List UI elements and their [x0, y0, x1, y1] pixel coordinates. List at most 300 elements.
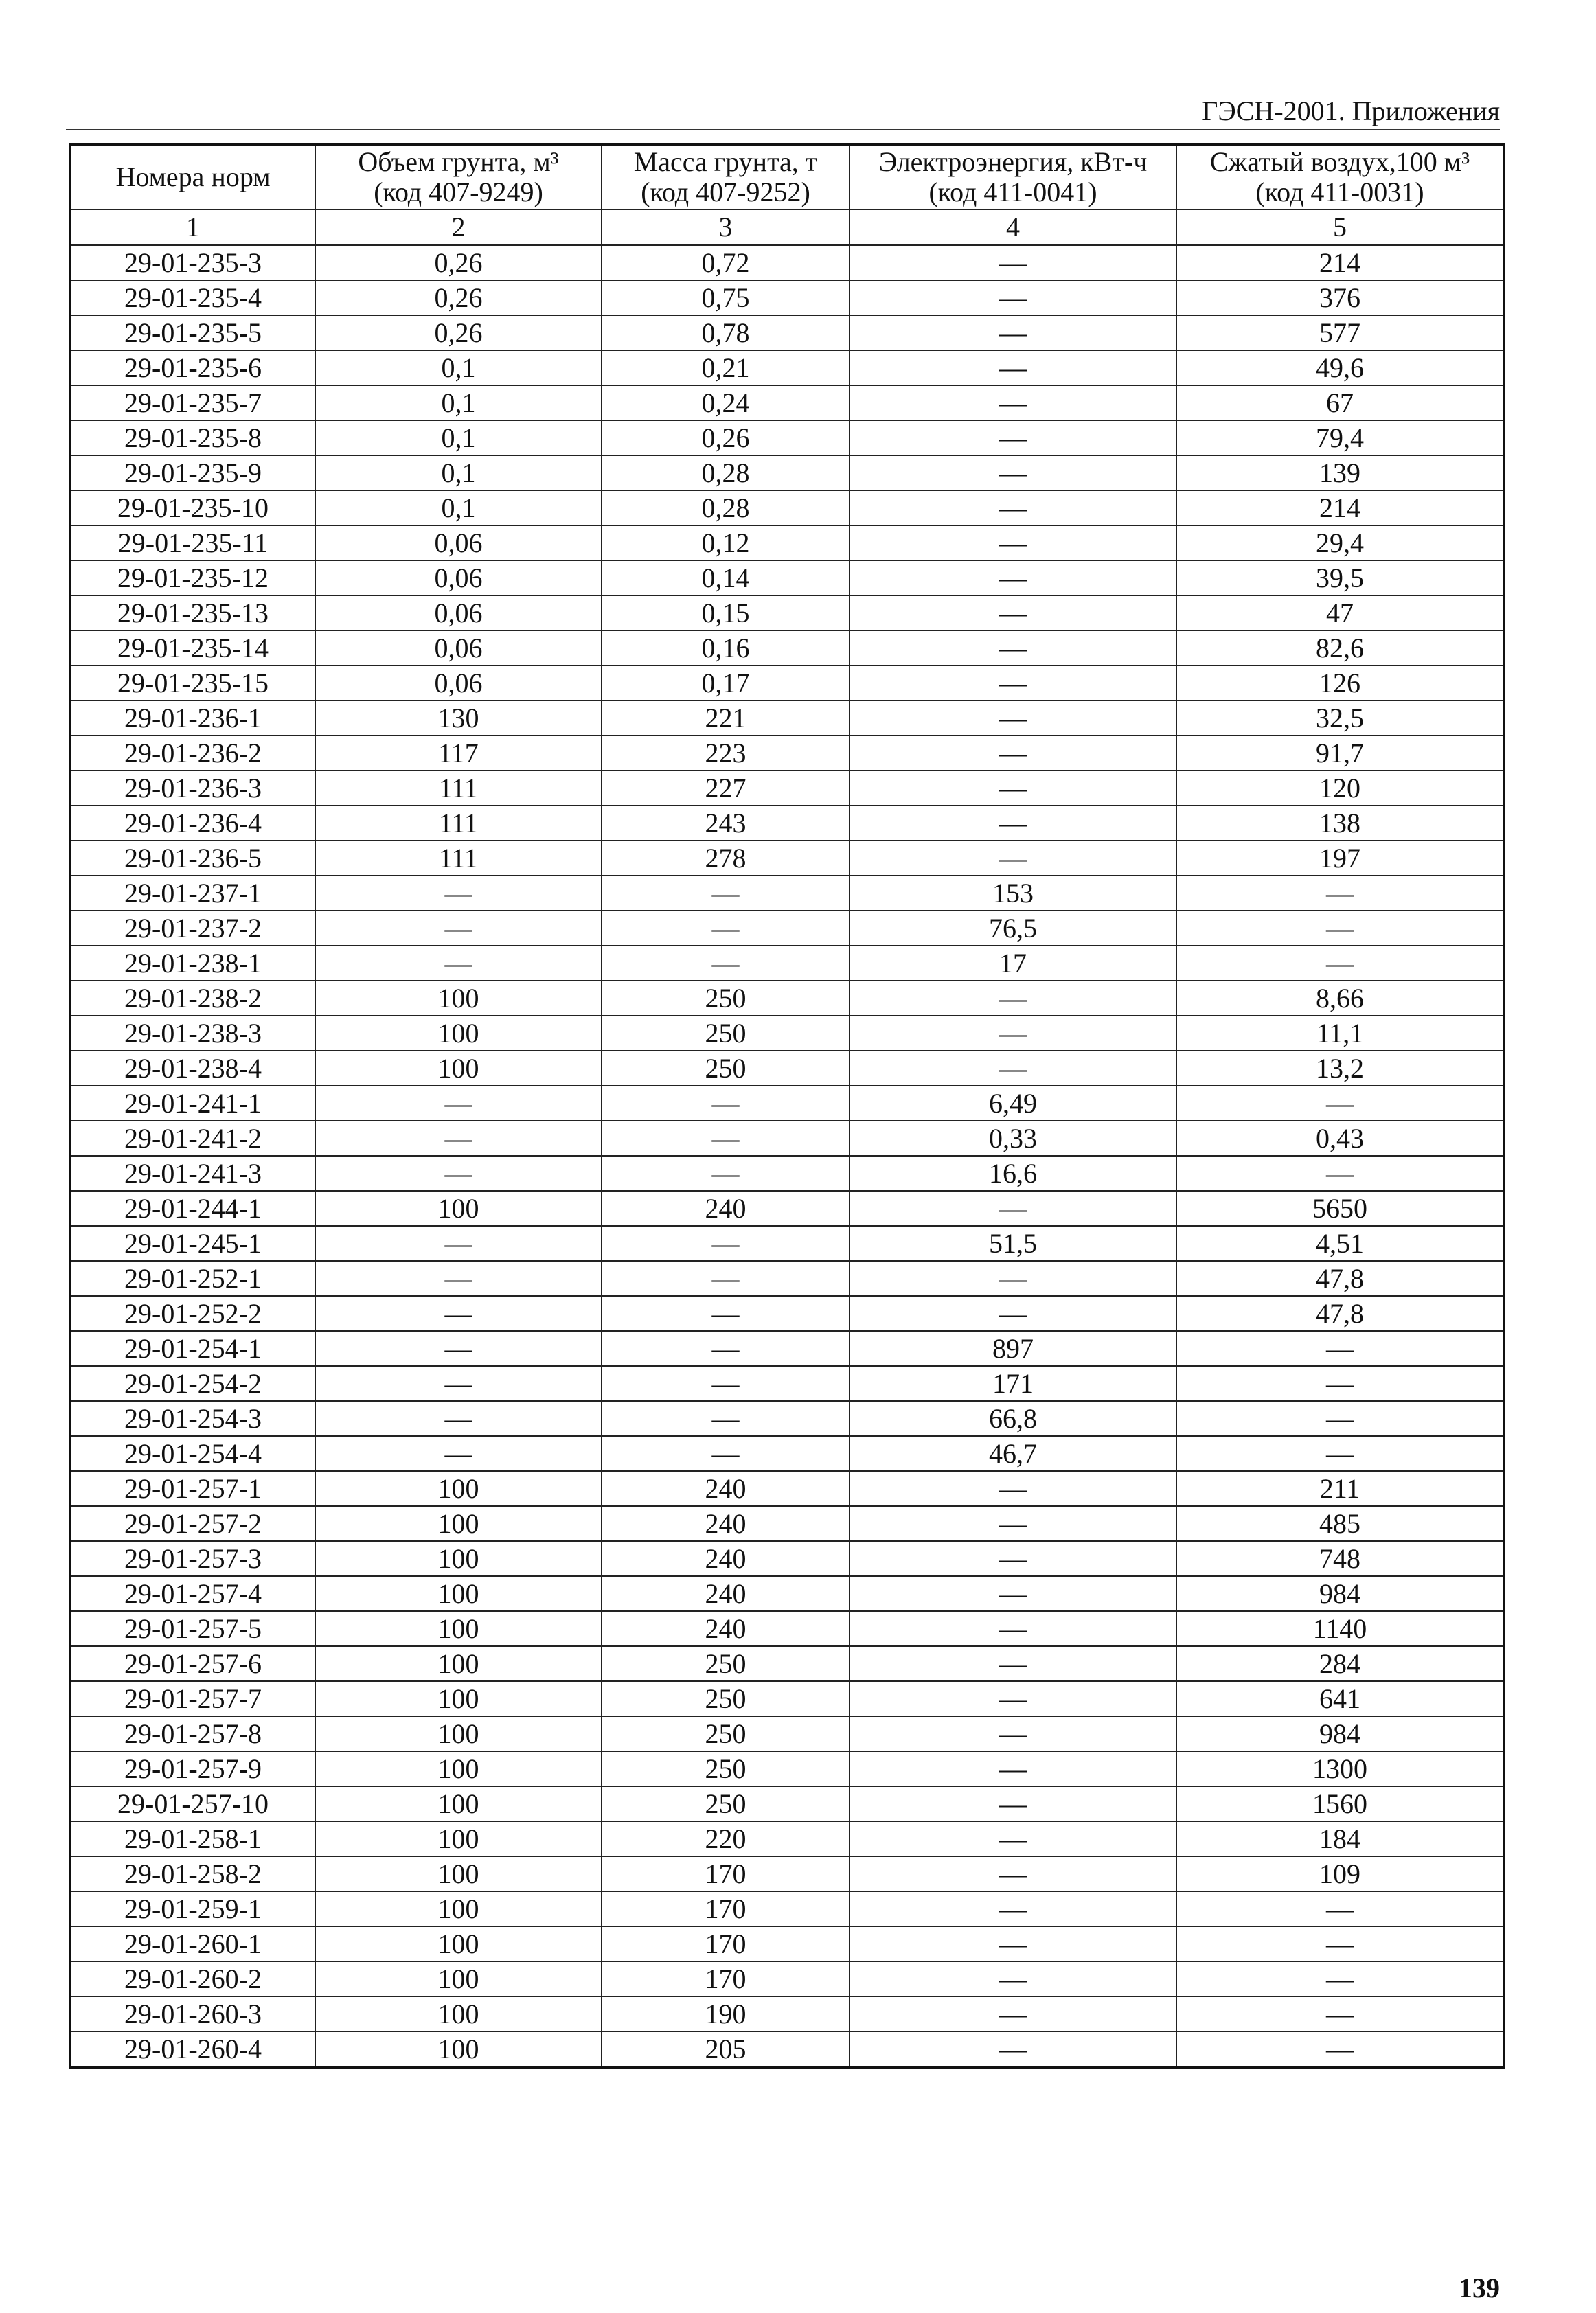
cell-soil-mass: 0,75: [602, 280, 850, 315]
cell-compressed-air: 984: [1176, 1716, 1504, 1751]
cell-electricity: —: [850, 420, 1176, 455]
cell-electricity: 51,5: [850, 1226, 1176, 1261]
cell-soil-mass: 250: [602, 1716, 850, 1751]
column-number: 5: [1176, 209, 1504, 245]
cell-compressed-air: 5650: [1176, 1191, 1504, 1226]
cell-compressed-air: 91,7: [1176, 736, 1504, 771]
cell-compressed-air: 39,5: [1176, 560, 1504, 595]
cell-soil-volume: 0,06: [315, 560, 602, 595]
table-row: [70, 1016, 1504, 1051]
table-row: [70, 665, 1504, 700]
table-row: [70, 1681, 1504, 1716]
cell-compressed-air: 485: [1176, 1506, 1504, 1541]
cell-soil-mass: 0,12: [602, 525, 850, 560]
cell-norm-number: 29-01-238-1: [70, 946, 315, 981]
cell-electricity: —: [850, 1716, 1176, 1751]
cell-norm-number: 29-01-254-2: [70, 1366, 315, 1401]
cell-soil-volume: —: [315, 1156, 602, 1191]
cell-electricity: —: [850, 981, 1176, 1016]
cell-compressed-air: —: [1176, 876, 1504, 911]
table-row: [70, 1506, 1504, 1541]
cell-compressed-air: 1140: [1176, 1611, 1504, 1646]
cell-norm-number: 29-01-257-5: [70, 1611, 315, 1646]
column-header-soil-volume: [315, 144, 602, 209]
cell-soil-volume: 0,06: [315, 595, 602, 630]
table-row: [70, 700, 1504, 736]
column-header-code: (код 411-0031): [1255, 176, 1424, 207]
cell-soil-volume: 100: [315, 1821, 602, 1856]
cell-norm-number: 29-01-235-10: [70, 490, 315, 525]
cell-electricity: —: [850, 1611, 1176, 1646]
cell-compressed-air: 120: [1176, 771, 1504, 806]
table-row: [70, 2031, 1504, 2067]
cell-compressed-air: —: [1176, 1331, 1504, 1366]
cell-electricity: —: [850, 1471, 1176, 1506]
cell-norm-number: 29-01-258-1: [70, 1821, 315, 1856]
cell-compressed-air: 376: [1176, 280, 1504, 315]
table-row: [70, 1786, 1504, 1821]
cell-soil-mass: 240: [602, 1506, 850, 1541]
cell-norm-number: 29-01-237-2: [70, 911, 315, 946]
cell-norm-number: 29-01-244-1: [70, 1191, 315, 1226]
cell-norm-number: 29-01-236-1: [70, 700, 315, 736]
table-row: [70, 280, 1504, 315]
column-header-compressed-air: [1176, 144, 1504, 209]
page-number: 139: [1459, 2272, 1500, 2303]
cell-soil-volume: 100: [315, 1996, 602, 2031]
cell-soil-volume: —: [315, 1261, 602, 1296]
cell-soil-volume: 100: [315, 1016, 602, 1051]
table-row: [70, 771, 1504, 806]
cell-electricity: —: [850, 1541, 1176, 1576]
cell-compressed-air: 984: [1176, 1576, 1504, 1611]
cell-compressed-air: 13,2: [1176, 1051, 1504, 1086]
cell-electricity: —: [850, 1926, 1176, 1961]
column-header-code: (код 407-9249): [374, 176, 543, 207]
cell-norm-number: 29-01-236-2: [70, 736, 315, 771]
cell-norm-number: 29-01-257-1: [70, 1471, 315, 1506]
norms-table: [69, 143, 1505, 2069]
table-row: [70, 630, 1504, 665]
cell-norm-number: 29-01-235-7: [70, 385, 315, 420]
cell-soil-mass: 243: [602, 806, 850, 841]
cell-soil-volume: 100: [315, 1716, 602, 1751]
table-row: [70, 981, 1504, 1016]
cell-soil-mass: 0,26: [602, 420, 850, 455]
cell-soil-mass: —: [602, 911, 850, 946]
cell-electricity: —: [850, 1016, 1176, 1051]
cell-electricity: —: [850, 1891, 1176, 1926]
cell-electricity: —: [850, 280, 1176, 315]
cell-electricity: —: [850, 1856, 1176, 1891]
cell-norm-number: 29-01-236-4: [70, 806, 315, 841]
table-row: [70, 315, 1504, 350]
column-header-title: Сжатый воздух,100 м³: [1209, 146, 1470, 177]
table-row: [70, 1296, 1504, 1331]
cell-compressed-air: 82,6: [1176, 630, 1504, 665]
column-header-title: Объем грунта, м³: [358, 146, 559, 177]
cell-norm-number: 29-01-235-6: [70, 350, 315, 385]
cell-soil-mass: 0,72: [602, 245, 850, 280]
cell-compressed-air: 214: [1176, 245, 1504, 280]
cell-compressed-air: 197: [1176, 841, 1504, 876]
table-body: [70, 245, 1504, 2067]
table-row: [70, 385, 1504, 420]
cell-compressed-air: —: [1176, 911, 1504, 946]
cell-norm-number: 29-01-235-5: [70, 315, 315, 350]
cell-norm-number: 29-01-260-1: [70, 1926, 315, 1961]
cell-compressed-air: 47,8: [1176, 1261, 1504, 1296]
cell-norm-number: 29-01-235-8: [70, 420, 315, 455]
cell-electricity: —: [850, 665, 1176, 700]
cell-soil-volume: 130: [315, 700, 602, 736]
cell-norm-number: 29-01-257-9: [70, 1751, 315, 1786]
cell-compressed-air: 11,1: [1176, 1016, 1504, 1051]
cell-compressed-air: 49,6: [1176, 350, 1504, 385]
table-row: [70, 911, 1504, 946]
table-row: [70, 1961, 1504, 1996]
table-row: [70, 1226, 1504, 1261]
cell-soil-volume: 100: [315, 1051, 602, 1086]
cell-norm-number: 29-01-257-6: [70, 1646, 315, 1681]
column-number-row: [70, 209, 1504, 245]
cell-electricity: —: [850, 1681, 1176, 1716]
cell-soil-mass: —: [602, 1156, 850, 1191]
table-row: [70, 560, 1504, 595]
cell-electricity: —: [850, 841, 1176, 876]
cell-compressed-air: —: [1176, 1926, 1504, 1961]
cell-compressed-air: 126: [1176, 665, 1504, 700]
cell-soil-mass: 0,17: [602, 665, 850, 700]
cell-norm-number: 29-01-252-1: [70, 1261, 315, 1296]
cell-soil-mass: —: [602, 876, 850, 911]
cell-norm-number: 29-01-236-3: [70, 771, 315, 806]
cell-soil-mass: —: [602, 1401, 850, 1436]
cell-soil-mass: 250: [602, 981, 850, 1016]
table-row: [70, 595, 1504, 630]
cell-electricity: —: [850, 1191, 1176, 1226]
cell-norm-number: 29-01-260-4: [70, 2031, 315, 2067]
column-number: 1: [70, 209, 315, 245]
cell-soil-mass: —: [602, 946, 850, 981]
cell-soil-volume: 100: [315, 1681, 602, 1716]
cell-electricity: —: [850, 1751, 1176, 1786]
table-row: [70, 806, 1504, 841]
cell-electricity: —: [850, 1296, 1176, 1331]
table-row: [70, 1261, 1504, 1296]
table-row: [70, 1121, 1504, 1156]
cell-soil-volume: 100: [315, 1191, 602, 1226]
cell-electricity: —: [850, 595, 1176, 630]
cell-electricity: —: [850, 700, 1176, 736]
cell-soil-mass: 250: [602, 1751, 850, 1786]
cell-norm-number: 29-01-259-1: [70, 1891, 315, 1926]
cell-electricity: —: [850, 245, 1176, 280]
cell-soil-mass: 0,78: [602, 315, 850, 350]
table-row: [70, 490, 1504, 525]
cell-electricity: —: [850, 630, 1176, 665]
cell-compressed-air: 214: [1176, 490, 1504, 525]
cell-electricity: —: [850, 1961, 1176, 1996]
cell-soil-mass: —: [602, 1366, 850, 1401]
cell-compressed-air: 32,5: [1176, 700, 1504, 736]
cell-norm-number: 29-01-257-7: [70, 1681, 315, 1716]
cell-soil-mass: 240: [602, 1611, 850, 1646]
cell-soil-volume: 100: [315, 1576, 602, 1611]
cell-soil-volume: 0,1: [315, 455, 602, 490]
cell-soil-volume: —: [315, 946, 602, 981]
cell-compressed-air: 139: [1176, 455, 1504, 490]
cell-norm-number: 29-01-258-2: [70, 1856, 315, 1891]
cell-soil-volume: 100: [315, 1751, 602, 1786]
cell-norm-number: 29-01-235-3: [70, 245, 315, 280]
cell-electricity: 897: [850, 1331, 1176, 1366]
cell-soil-mass: 250: [602, 1051, 850, 1086]
cell-compressed-air: 184: [1176, 1821, 1504, 1856]
cell-soil-mass: 240: [602, 1541, 850, 1576]
cell-soil-mass: 0,21: [602, 350, 850, 385]
cell-compressed-air: 748: [1176, 1541, 1504, 1576]
cell-soil-volume: —: [315, 1086, 602, 1121]
column-header-soil-mass: [602, 144, 850, 209]
cell-compressed-air: 211: [1176, 1471, 1504, 1506]
table-row: [70, 1156, 1504, 1191]
cell-electricity: 76,5: [850, 911, 1176, 946]
cell-electricity: 6,49: [850, 1086, 1176, 1121]
cell-soil-volume: 100: [315, 1541, 602, 1576]
table-row: [70, 1471, 1504, 1506]
cell-soil-mass: —: [602, 1436, 850, 1471]
cell-norm-number: 29-01-235-9: [70, 455, 315, 490]
cell-soil-mass: 227: [602, 771, 850, 806]
table-row: [70, 1541, 1504, 1576]
cell-compressed-air: 1560: [1176, 1786, 1504, 1821]
table-row: [70, 1331, 1504, 1366]
table-row: [70, 1926, 1504, 1961]
column-number: 2: [315, 209, 602, 245]
cell-soil-mass: —: [602, 1261, 850, 1296]
cell-norm-number: 29-01-257-4: [70, 1576, 315, 1611]
cell-electricity: —: [850, 1786, 1176, 1821]
cell-soil-mass: 170: [602, 1891, 850, 1926]
cell-soil-mass: 190: [602, 1996, 850, 2031]
cell-soil-volume: —: [315, 1226, 602, 1261]
cell-electricity: 171: [850, 1366, 1176, 1401]
cell-soil-volume: 0,26: [315, 315, 602, 350]
cell-norm-number: 29-01-235-13: [70, 595, 315, 630]
column-number: 4: [850, 209, 1176, 245]
cell-electricity: 66,8: [850, 1401, 1176, 1436]
cell-soil-mass: 240: [602, 1576, 850, 1611]
cell-soil-volume: 0,06: [315, 630, 602, 665]
cell-norm-number: 29-01-238-4: [70, 1051, 315, 1086]
cell-soil-volume: —: [315, 911, 602, 946]
cell-soil-volume: 100: [315, 1891, 602, 1926]
cell-soil-mass: 0,28: [602, 490, 850, 525]
table-row: [70, 1436, 1504, 1471]
cell-compressed-air: —: [1176, 1086, 1504, 1121]
cell-norm-number: 29-01-241-3: [70, 1156, 315, 1191]
cell-soil-volume: 0,1: [315, 350, 602, 385]
cell-soil-volume: 0,1: [315, 420, 602, 455]
cell-soil-mass: 240: [602, 1191, 850, 1226]
cell-electricity: —: [850, 2031, 1176, 2067]
cell-compressed-air: —: [1176, 1961, 1504, 1996]
cell-electricity: —: [850, 1576, 1176, 1611]
cell-soil-volume: 100: [315, 1611, 602, 1646]
cell-soil-mass: —: [602, 1226, 850, 1261]
cell-soil-volume: 117: [315, 736, 602, 771]
cell-soil-volume: —: [315, 1436, 602, 1471]
table-row: [70, 1086, 1504, 1121]
cell-compressed-air: 8,66: [1176, 981, 1504, 1016]
table-row: [70, 736, 1504, 771]
cell-soil-mass: 170: [602, 1926, 850, 1961]
column-header-code: (код 411-0041): [928, 176, 1097, 207]
column-number: 3: [602, 209, 850, 245]
cell-soil-volume: —: [315, 1366, 602, 1401]
cell-compressed-air: 47,8: [1176, 1296, 1504, 1331]
cell-soil-mass: 0,14: [602, 560, 850, 595]
cell-soil-volume: 100: [315, 1856, 602, 1891]
cell-compressed-air: 0,43: [1176, 1121, 1504, 1156]
cell-electricity: 17: [850, 946, 1176, 981]
cell-soil-mass: 240: [602, 1471, 850, 1506]
cell-norm-number: 29-01-241-2: [70, 1121, 315, 1156]
column-header-title: Электроэнергия, кВт-ч: [878, 146, 1148, 177]
table-row: [70, 420, 1504, 455]
cell-electricity: 16,6: [850, 1156, 1176, 1191]
cell-norm-number: 29-01-241-1: [70, 1086, 315, 1121]
cell-soil-volume: —: [315, 1121, 602, 1156]
cell-compressed-air: —: [1176, 1996, 1504, 2031]
cell-electricity: —: [850, 350, 1176, 385]
cell-soil-mass: 0,15: [602, 595, 850, 630]
column-header-title: Масса грунта, т: [633, 146, 818, 177]
cell-compressed-air: 109: [1176, 1856, 1504, 1891]
cell-norm-number: 29-01-252-2: [70, 1296, 315, 1331]
cell-soil-mass: —: [602, 1331, 850, 1366]
cell-soil-mass: 250: [602, 1786, 850, 1821]
cell-soil-volume: 100: [315, 1961, 602, 1996]
cell-electricity: —: [850, 1051, 1176, 1086]
cell-norm-number: 29-01-254-4: [70, 1436, 315, 1471]
table-row: [70, 1576, 1504, 1611]
cell-soil-mass: 250: [602, 1681, 850, 1716]
cell-norm-number: 29-01-235-12: [70, 560, 315, 595]
cell-soil-volume: 0,26: [315, 245, 602, 280]
table-row: [70, 1996, 1504, 2031]
table-row: [70, 1191, 1504, 1226]
cell-soil-mass: —: [602, 1086, 850, 1121]
table-row: [70, 1366, 1504, 1401]
cell-compressed-air: 29,4: [1176, 525, 1504, 560]
cell-electricity: —: [850, 1506, 1176, 1541]
table-row: [70, 1401, 1504, 1436]
cell-norm-number: 29-01-257-3: [70, 1541, 315, 1576]
cell-norm-number: 29-01-235-11: [70, 525, 315, 560]
cell-electricity: —: [850, 1646, 1176, 1681]
cell-compressed-air: 641: [1176, 1681, 1504, 1716]
cell-soil-volume: 100: [315, 1506, 602, 1541]
cell-compressed-air: —: [1176, 1156, 1504, 1191]
cell-compressed-air: —: [1176, 2031, 1504, 2067]
cell-soil-mass: 220: [602, 1821, 850, 1856]
table-row: [70, 1856, 1504, 1891]
cell-compressed-air: —: [1176, 946, 1504, 981]
table-row: [70, 455, 1504, 490]
cell-norm-number: 29-01-238-2: [70, 981, 315, 1016]
cell-soil-volume: 111: [315, 841, 602, 876]
cell-compressed-air: 47: [1176, 595, 1504, 630]
cell-norm-number: 29-01-235-4: [70, 280, 315, 315]
cell-norm-number: 29-01-257-2: [70, 1506, 315, 1541]
cell-soil-volume: —: [315, 1331, 602, 1366]
cell-soil-mass: 223: [602, 736, 850, 771]
cell-soil-volume: 100: [315, 1786, 602, 1821]
cell-electricity: —: [850, 385, 1176, 420]
cell-soil-mass: 250: [602, 1646, 850, 1681]
cell-electricity: 0,33: [850, 1121, 1176, 1156]
cell-compressed-air: 577: [1176, 315, 1504, 350]
cell-norm-number: 29-01-254-3: [70, 1401, 315, 1436]
cell-electricity: —: [850, 736, 1176, 771]
cell-soil-volume: 0,06: [315, 665, 602, 700]
cell-soil-volume: 0,1: [315, 490, 602, 525]
cell-electricity: —: [850, 1821, 1176, 1856]
cell-soil-volume: —: [315, 876, 602, 911]
cell-electricity: —: [850, 1996, 1176, 2031]
cell-electricity: 153: [850, 876, 1176, 911]
cell-compressed-air: —: [1176, 1891, 1504, 1926]
table-row: [70, 1751, 1504, 1786]
cell-soil-mass: 0,24: [602, 385, 850, 420]
cell-soil-volume: 0,1: [315, 385, 602, 420]
table-row: [70, 350, 1504, 385]
table-row: [70, 1611, 1504, 1646]
cell-electricity: —: [850, 490, 1176, 525]
cell-compressed-air: 138: [1176, 806, 1504, 841]
cell-soil-mass: 278: [602, 841, 850, 876]
table-row: [70, 245, 1504, 280]
cell-soil-mass: —: [602, 1121, 850, 1156]
column-header-code: (код 407-9252): [641, 176, 810, 207]
cell-norm-number: 29-01-260-2: [70, 1961, 315, 1996]
cell-soil-volume: —: [315, 1401, 602, 1436]
cell-electricity: —: [850, 560, 1176, 595]
cell-norm-number: 29-01-245-1: [70, 1226, 315, 1261]
table-row: [70, 525, 1504, 560]
column-header-norm-number: [70, 144, 315, 209]
cell-compressed-air: 4,51: [1176, 1226, 1504, 1261]
cell-soil-volume: 100: [315, 1926, 602, 1961]
cell-norm-number: 29-01-235-15: [70, 665, 315, 700]
column-header-electricity: [850, 144, 1176, 209]
table-row: [70, 876, 1504, 911]
cell-compressed-air: —: [1176, 1436, 1504, 1471]
running-header: ГЭСН-2001. Приложения: [66, 95, 1500, 130]
cell-soil-mass: 170: [602, 1856, 850, 1891]
cell-soil-volume: 100: [315, 1471, 602, 1506]
table-row: [70, 946, 1504, 981]
cell-soil-volume: 111: [315, 806, 602, 841]
cell-soil-mass: 170: [602, 1961, 850, 1996]
cell-electricity: —: [850, 315, 1176, 350]
cell-norm-number: 29-01-237-1: [70, 876, 315, 911]
cell-soil-volume: 111: [315, 771, 602, 806]
table-row: [70, 1646, 1504, 1681]
cell-soil-volume: 0,06: [315, 525, 602, 560]
